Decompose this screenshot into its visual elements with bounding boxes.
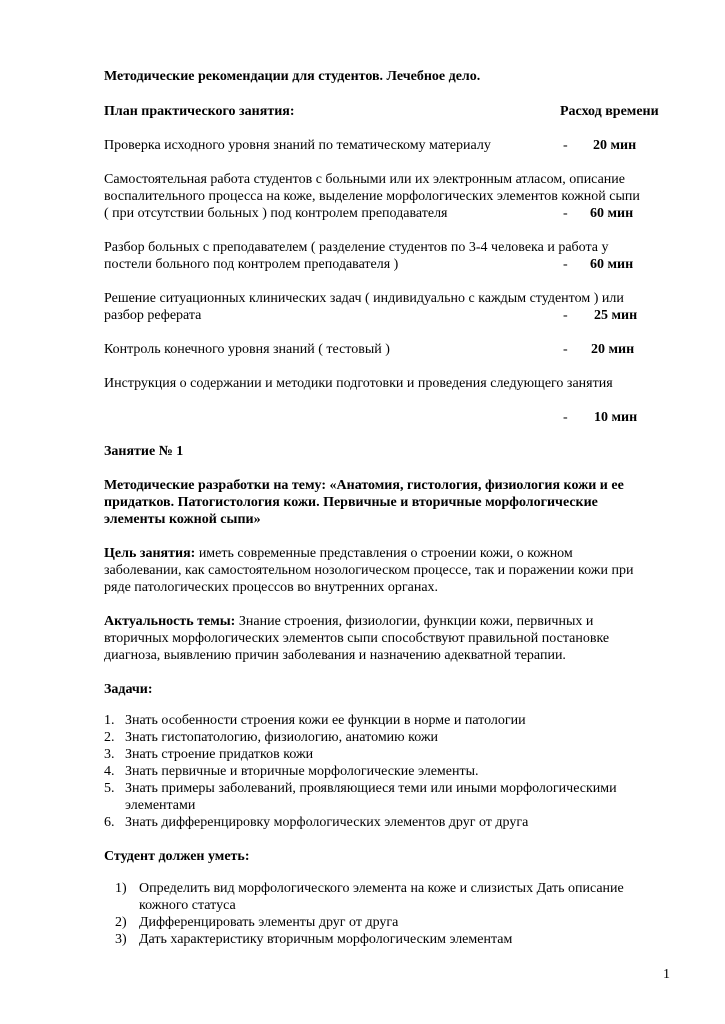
task-2-number: 2. [104, 730, 115, 745]
relevance-line-2: вторичных морфологических элементов сыпи способствуют правильной постановке [104, 631, 610, 646]
task-5-text-1: Знать примеры заболеваний, проявляющиеся теми или иными морфологическими [125, 781, 617, 796]
plan-item-3-line-2: постели больного под контролем преподавателя ) [104, 257, 399, 272]
task-2-text: Знать гистопатологию, физиологию, анатомию кожи [125, 730, 439, 745]
plan-item-1-line-1: Проверка исходного уровня знаний по тематическому материалу [104, 138, 491, 153]
tasks-label: Задачи: [104, 682, 153, 697]
skills-label: Студент должен уметь: [104, 849, 250, 864]
plan-item-2-line-3: ( при отсутствии больных ) под контролем преподавателя [104, 206, 448, 221]
task-1-number: 1. [104, 713, 115, 728]
plan-item-4-time: 25 мин [594, 308, 638, 323]
plan-item-4-dash: - [563, 308, 568, 323]
relevance-line-1 [104, 613, 593, 630]
plan-item-6-time: 10 мин [594, 410, 638, 425]
plan-item-3-time: 60 мин [590, 257, 634, 272]
task-3-text: Знать строение придатков кожи [125, 747, 314, 762]
lesson-number: Занятие № 1 [104, 444, 184, 459]
goal-line-2: заболевании, как самостоятельном нозологическом процессе, так и поражении кожи при [104, 563, 634, 578]
skill-1-number: 1) [115, 881, 127, 896]
plan-item-4-line-1: Решение ситуационных клинических задач ( индивидуально с каждым студентом ) или [104, 291, 624, 306]
plan-item-3-dash: - [563, 257, 568, 272]
goal-text-1: иметь современные представления о строении кожи, о кожном [195, 546, 573, 561]
task-5-text-2: элементами [125, 798, 196, 813]
relevance-label: Актуальность темы: [104, 614, 236, 629]
plan-item-2-dash: - [563, 206, 568, 221]
plan-item-6-dash: - [563, 410, 568, 425]
plan-item-1-time: 20 мин [593, 138, 637, 153]
plan-item-6-line-1: Инструкция о содержании и методики подготовки и проведения следующего занятия [104, 376, 613, 391]
task-4-text: Знать первичные и вторичные морфологические элементы. [125, 764, 479, 779]
task-1-text: Знать особенности строения кожи ее функции в норме и патологии [125, 713, 526, 728]
relevance-text-1: Знание строения, физиологии, функции кожи, первичных и [235, 614, 594, 629]
skill-3-number: 3) [115, 932, 127, 947]
topic-line-1: Методические разработки на тему: «Анатомия, гистология, физиология кожи и ее [104, 478, 624, 493]
plan-label: План практического занятия: [104, 104, 295, 119]
relevance-line-3: диагноза, выявлению причин заболевания и назначению адекватной терапии. [104, 648, 566, 663]
task-5-number: 5. [104, 781, 115, 796]
plan-item-2-time: 60 мин [590, 206, 634, 221]
time-label: Расход времени [560, 104, 659, 119]
skill-2-text: Дифференцировать элементы друг от друга [139, 915, 399, 930]
skill-1-text-1: Определить вид морфологического элемента на коже и слизистых Дать описание [139, 881, 624, 896]
goal-line-3: ряде патологических процессов во внутренних органах. [104, 580, 439, 595]
plan-item-2-line-2: воспалительного процесса на коже, выделение морфологических элементов кожной сыпи [104, 189, 640, 204]
plan-item-4-line-2: разбор реферата [104, 308, 202, 323]
skill-3-text: Дать характеристику вторичным морфологическим элементам [139, 932, 513, 947]
document-title: Методические рекомендации для студентов. Лечебное дело. [104, 69, 481, 84]
plan-item-1-dash: - [563, 138, 568, 153]
plan-item-5-time: 20 мин [591, 342, 635, 357]
task-4-number: 4. [104, 764, 115, 779]
task-6-number: 6. [104, 815, 115, 830]
goal-label: Цель занятия: [104, 546, 196, 561]
plan-item-5-line-1: Контроль конечного уровня знаний ( тестовый ) [104, 342, 390, 357]
topic-line-3: элементы кожной сыпи» [104, 512, 261, 527]
task-6-text: Знать дифференцировку морфологических элементов друг от друга [125, 815, 529, 830]
plan-item-2-line-1: Самостоятельная работа студентов с больными или их электронным атласом, описание [104, 172, 625, 187]
skill-2-number: 2) [115, 915, 127, 930]
skill-1-text-2: кожного статуса [139, 898, 236, 913]
page-number: 1 [663, 967, 670, 982]
plan-item-5-dash: - [563, 342, 568, 357]
goal-line-1 [104, 545, 573, 562]
topic-line-2: придатков. Патогистология кожи. Первичные и вторичные морфологические [104, 495, 598, 510]
task-3-number: 3. [104, 747, 115, 762]
plan-item-3-line-1: Разбор больных с преподавателем ( разделение студентов по 3-4 человека и работа у [104, 240, 609, 255]
